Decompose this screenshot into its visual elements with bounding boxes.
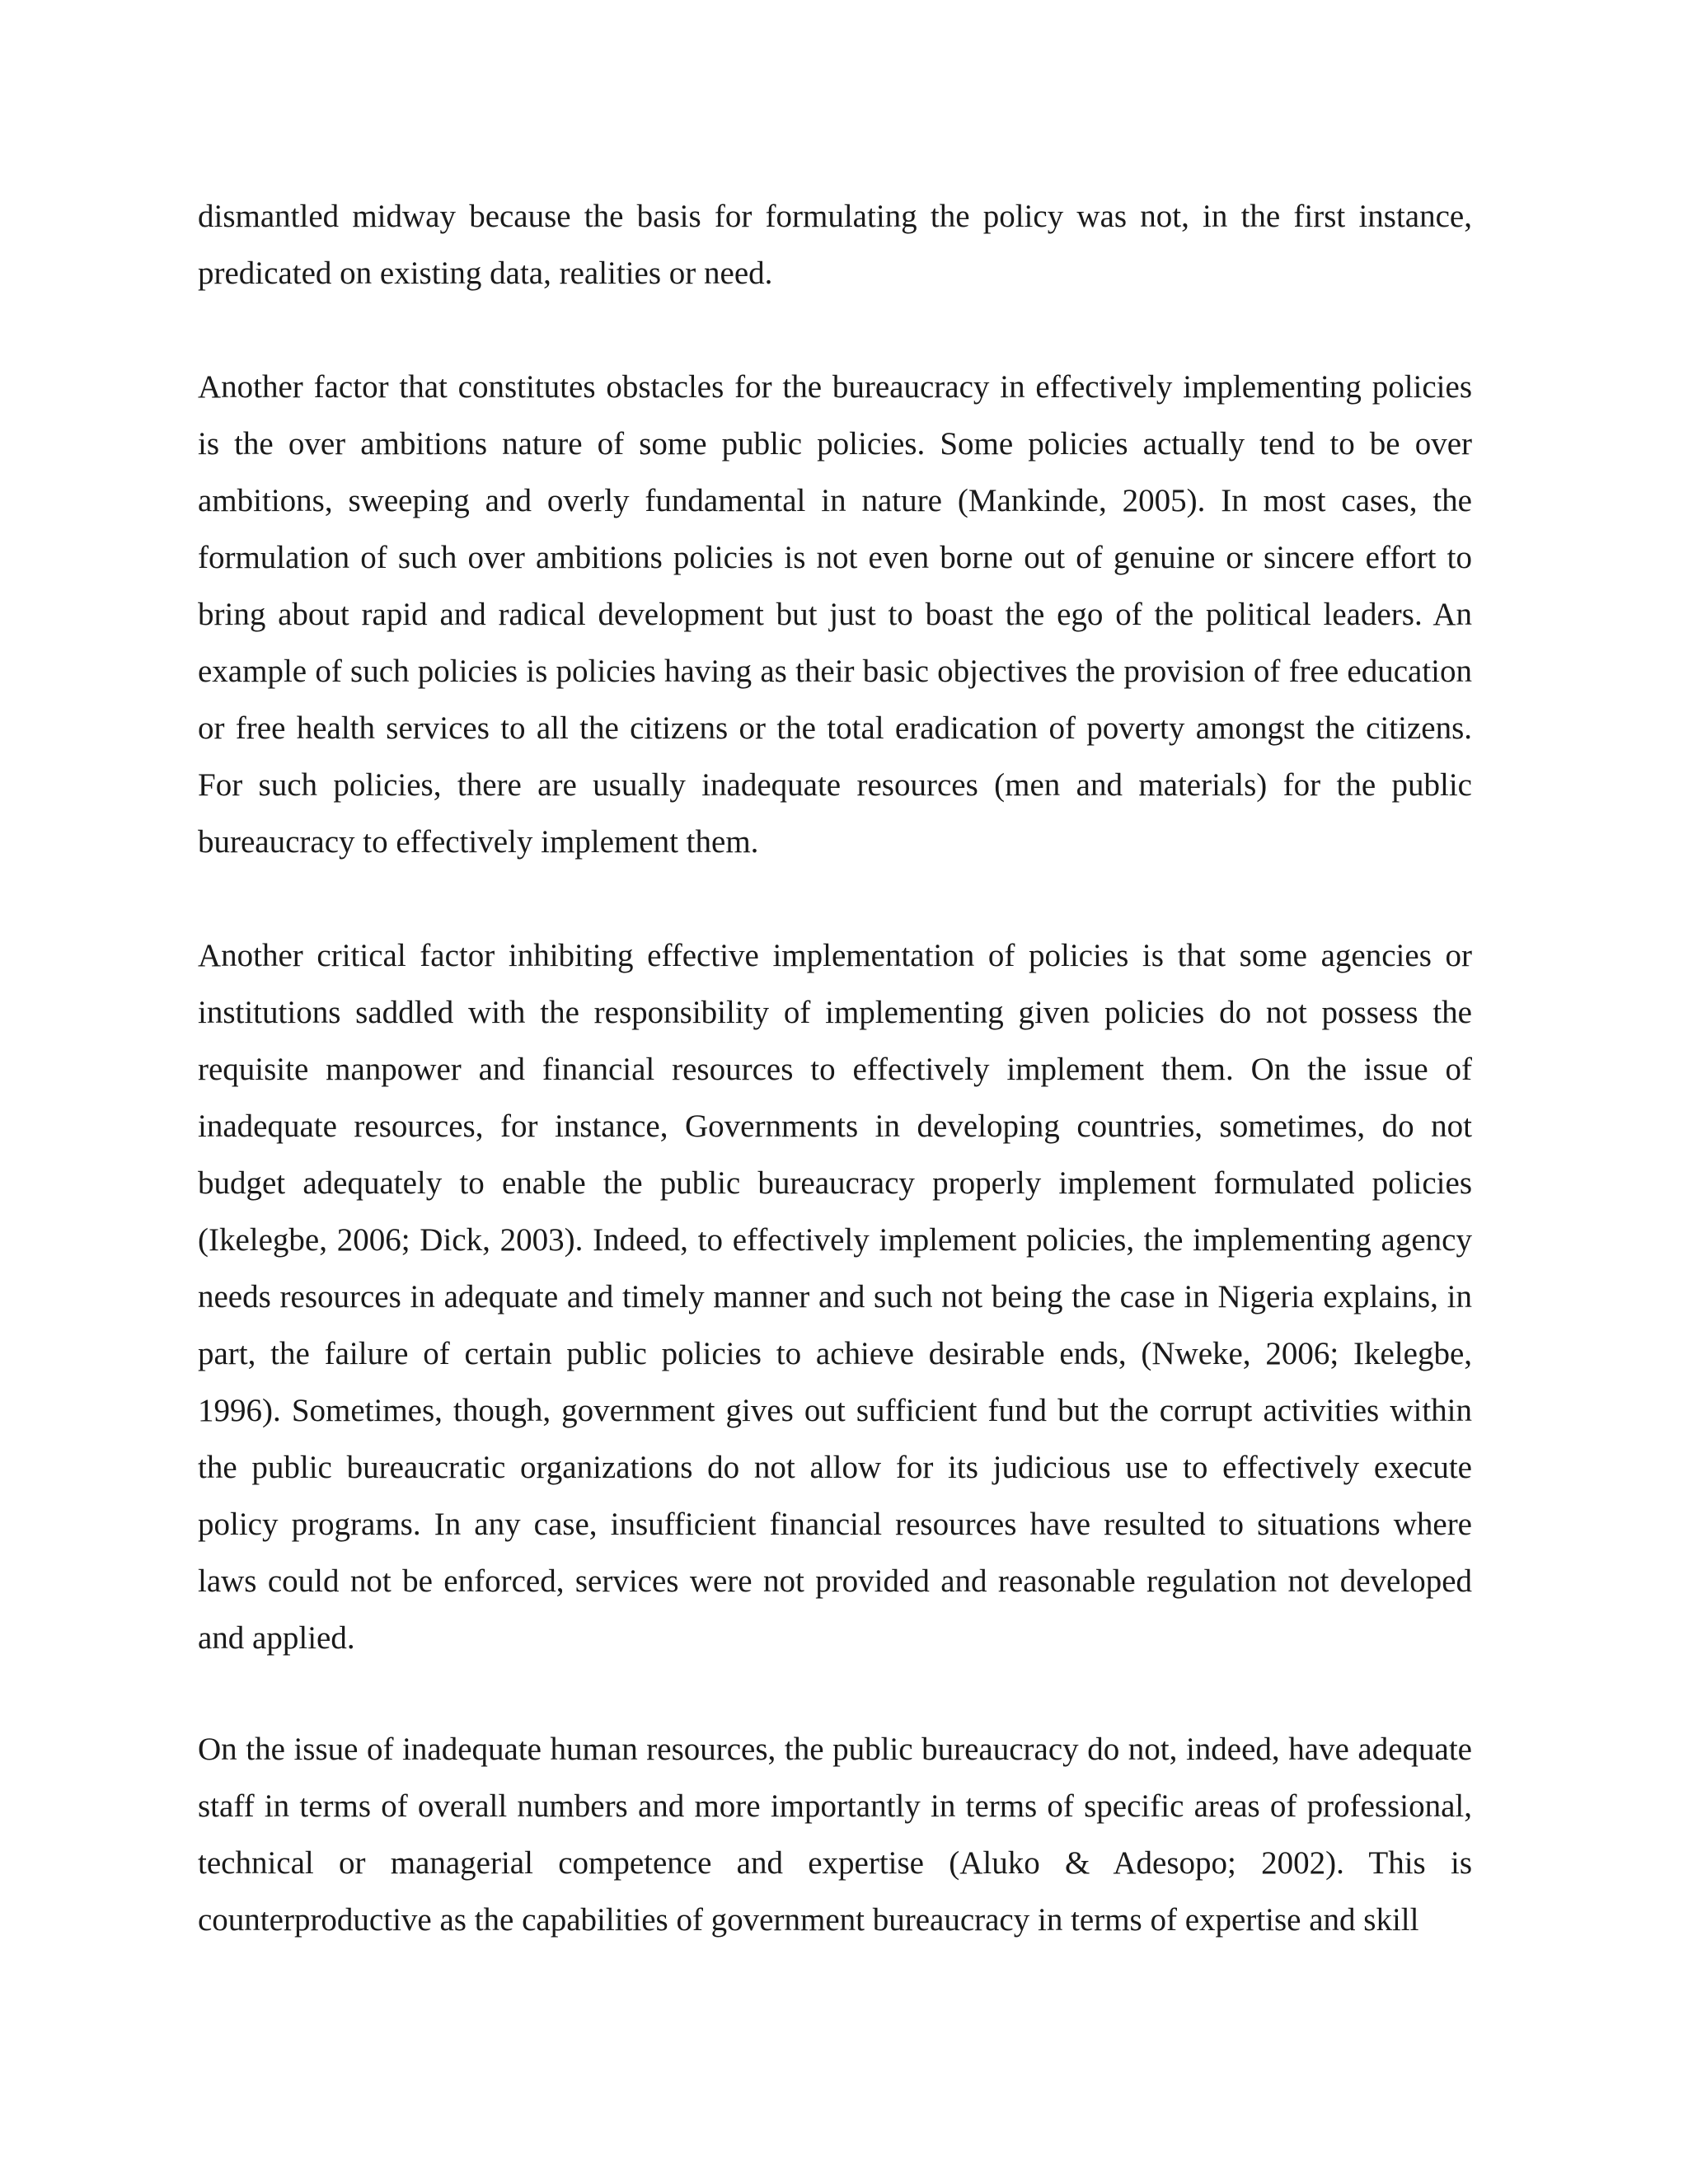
paragraph-1: dismantled midway because the basis for formulating the policy was not, in the first instance, predicated on existing data, realities or need. <box>198 199 1472 291</box>
paragraph-3: Another critical factor inhibiting effective implementation of policies is that some agencies or institutions saddled with the responsibility of implementing given policies do not possess the requisite manpower and financial resources to effectively implement them. On the issue of inadequate resources, for instance, Governments in developing countries, sometimes, do not budget adequately to enable the public bureaucracy properly implement formulated policies (Ikelegbe, 2006; Dick, 2003). Indeed, to effectively implement policies, the implementing agency needs resources in adequate and timely manner and such not being the case in Nigeria explains, in part, the failure of certain public policies to achieve desirable ends, (Nweke, 2006; Ikelegbe, 1996). Sometimes, though, government gives out sufficient fund but the corrupt activities within the public bureaucratic organizations do not allow for its judicious use to effectively execute policy programs. In any case, insufficient financial resources have resulted to situations where laws could not be enforced, services were not provided and reasonable regulation not developed and applied. <box>198 938 1472 1656</box>
paragraph-4: On the issue of inadequate human resources, the public bureaucracy do not, indeed, have adequate staff in terms of overall numbers and more importantly in terms of specific areas of professional, technical or managerial competence and expertise (Aluko & Adesopo; 2002). This is counterproductive as the capabilities of government bureaucracy in terms of expertise and skill <box>198 1732 1472 1938</box>
paragraph-2: Another factor that constitutes obstacles for the bureaucracy in effectively implementing policies is the over ambitions nature of some public policies. Some policies actually tend to be over ambitions, sweeping and overly fundamental in nature (Mankinde, 2005). In most cases, the formulation of such over ambitions policies is not even borne out of genuine or sincere effort to bring about rapid and radical development but just to boast the ego of the political leaders. An example of such policies is policies having as their basic objectives the provision of free education or free health services to all the citizens or the total eradication of poverty amongst the citizens. For such policies, there are usually inadequate resources (men and materials) for the public bureaucracy to effectively implement them. <box>198 369 1472 860</box>
